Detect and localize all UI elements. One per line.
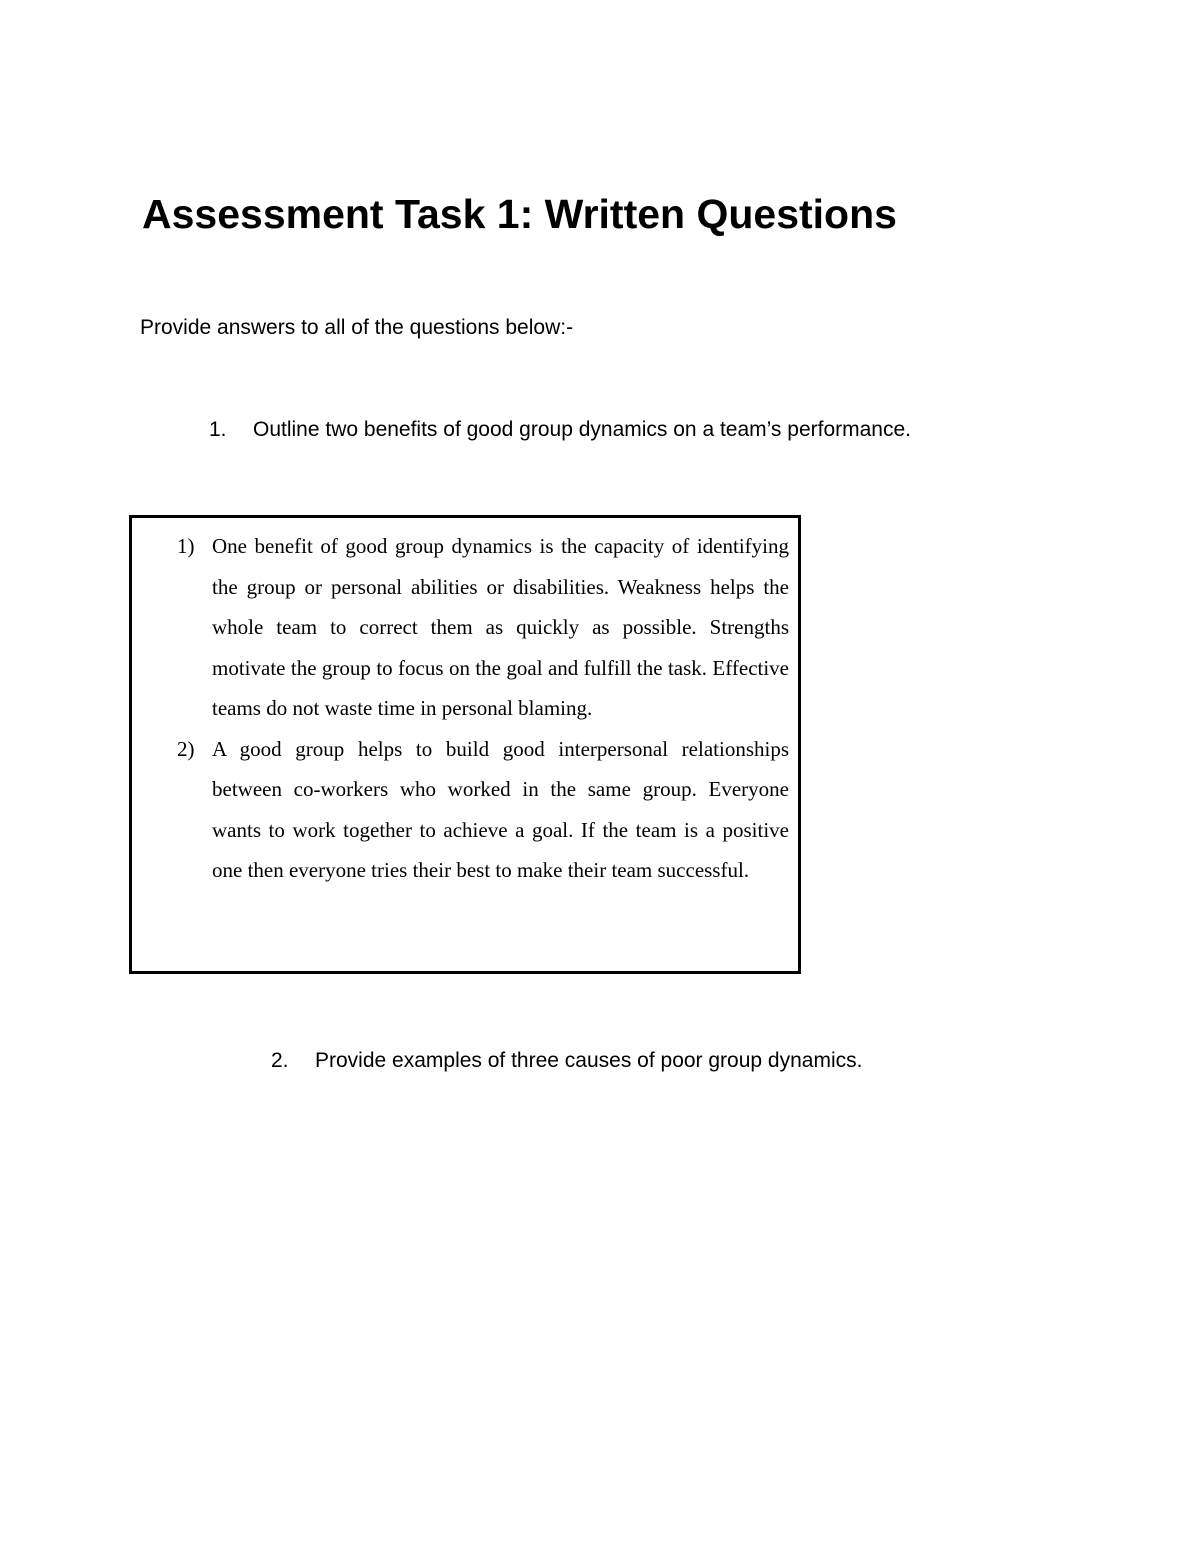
answer-item (132, 526, 798, 729)
answer-number: 1) (177, 534, 195, 558)
answer-box (129, 515, 801, 974)
question-text: Outline two benefits of good group dynamics on a team’s performance. (253, 418, 911, 441)
question-1 (209, 416, 1009, 444)
answer-list (132, 526, 798, 891)
answer-item (132, 729, 798, 891)
page-title: Assessment Task 1: Written Questions (142, 191, 897, 237)
question-2 (271, 1047, 971, 1075)
question-number: 2. (271, 1049, 289, 1072)
answer-number: 2) (177, 736, 195, 761)
answer-text: One benefit of good group dynamics is the capacity of identifying the group or personal abilities or disabilities. Weakness helps the whole team to correct them as quickly as possible. Strengths motivate the group to focus on the goal and fulfill the task. Effective teams do not waste time in personal blaming. (212, 534, 789, 720)
answer-text: A good group helps to build good interpersonal relationships between co-workers who worked in the same group. Everyone wants to work together to achieve a goal. If the team is a positive one then everyone tries their best to make their team successful. (212, 736, 789, 882)
question-number: 1. (209, 418, 227, 441)
question-text: Provide examples of three causes of poor group dynamics. (315, 1049, 863, 1072)
instructions-text: Provide answers to all of the questions below:- (140, 316, 574, 339)
